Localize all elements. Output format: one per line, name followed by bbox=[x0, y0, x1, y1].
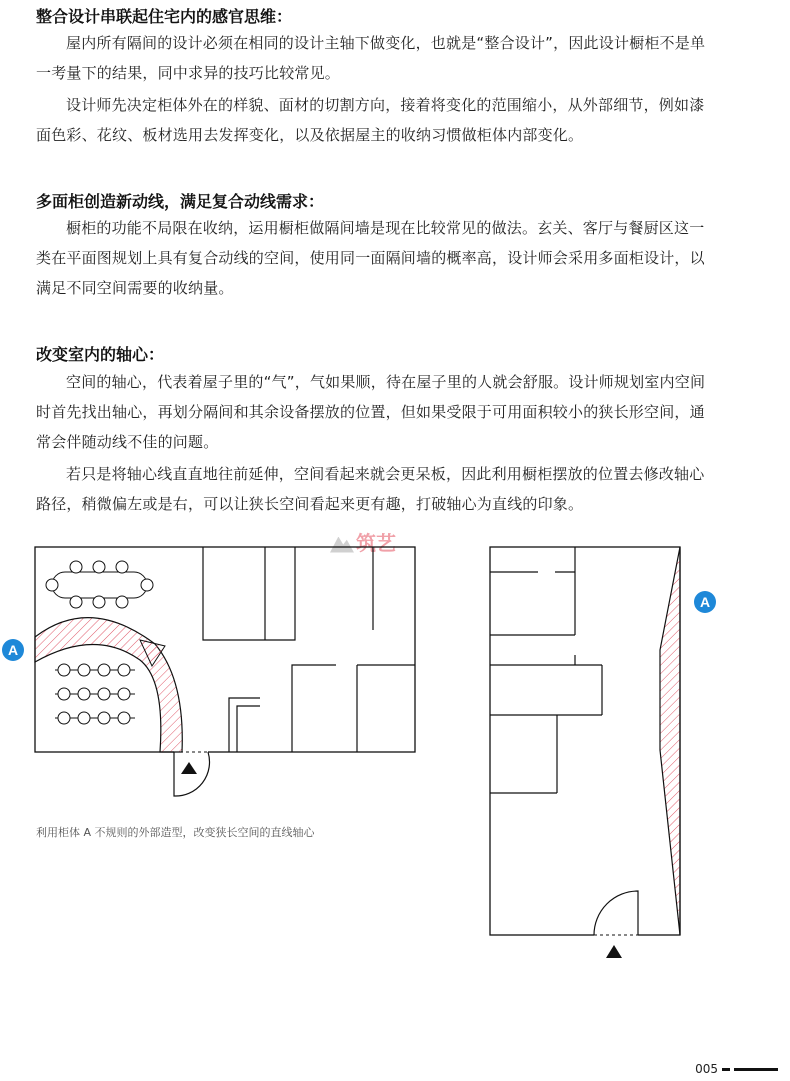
interior-walls bbox=[490, 547, 602, 793]
section-title-3: 改变室内的轴心： bbox=[36, 345, 165, 364]
page-number bbox=[695, 1062, 778, 1076]
entry-arrow-icon bbox=[606, 945, 622, 958]
figure-caption: 利用柜体 A 不规则的外部造型，改变狭长空间的直线轴心 bbox=[36, 826, 315, 839]
page-number-text: 005 bbox=[695, 1062, 718, 1076]
paragraph-2-1: 橱柜的功能不局限在收纳，运用橱柜做隔间墙是现在比较常见的做法。玄关、客厅与餐厨区这一类在平面图规划上具有复合动线的空间，使用同一面隔间墙的概率高，设计师会采用多面柜设计，以满足不同空间需要的收纳量。 bbox=[36, 219, 705, 297]
page-bar-long bbox=[734, 1068, 778, 1071]
outer-wall bbox=[490, 547, 680, 935]
floor-plan-left bbox=[0, 540, 430, 802]
zigzag-cabinet-a bbox=[660, 547, 680, 935]
seating-area bbox=[55, 664, 135, 724]
interior-walls bbox=[203, 547, 415, 752]
paragraph-3-2: 若只是将轴心线直直地往前延伸，空间看起来就会更呆板，因此利用橱柜摆放的位置去修改轴心路径，稍微偏左或是右，可以让狭长空间看起来更有趣，打破轴心为直线的印象。 bbox=[36, 465, 705, 513]
page-bar-short bbox=[722, 1068, 730, 1071]
curved-cabinet-a bbox=[35, 618, 182, 752]
section-title-1: 整合设计串联起住宅内的感官思维： bbox=[36, 7, 293, 26]
entry-arrow-icon bbox=[181, 762, 197, 774]
marker-a-label: A bbox=[699, 594, 711, 610]
entry-door bbox=[594, 891, 638, 935]
section-title-2: 多面柜创造新动线，满足复合动线需求： bbox=[36, 192, 325, 211]
entry-door bbox=[174, 752, 210, 796]
paragraph-1-1: 屋内所有隔间的设计必须在相同的设计主轴下做变化，也就是“整合设计”，因此设计橱柜不是单一考量下的结果，同中求异的技巧比较常见。 bbox=[36, 34, 706, 82]
marker-a-label: A bbox=[7, 642, 19, 658]
paragraph-3-1: 空间的轴心，代表着屋子里的“气”，气如果顺，待在屋子里的人就会舒服。设计师规划室内空间时首先找出轴心，再划分隔间和其余设备摆放的位置，但如果受限于可用面积较小的狭长形空间，通常会伴随动线不佳的问题。 bbox=[36, 373, 706, 451]
watermark-text: 筑艺 bbox=[356, 531, 396, 555]
floor-plan-right bbox=[480, 540, 730, 970]
paragraph-1-2: 设计师先决定柜体外在的样貌、面材的切割方向，接着将变化的范围缩小，从外部细节，例如漆面色彩、花纹、板材选用去发挥变化，以及依据屋主的收纳习惯做柜体内部变化。 bbox=[36, 96, 705, 144]
dining-table bbox=[46, 561, 153, 608]
